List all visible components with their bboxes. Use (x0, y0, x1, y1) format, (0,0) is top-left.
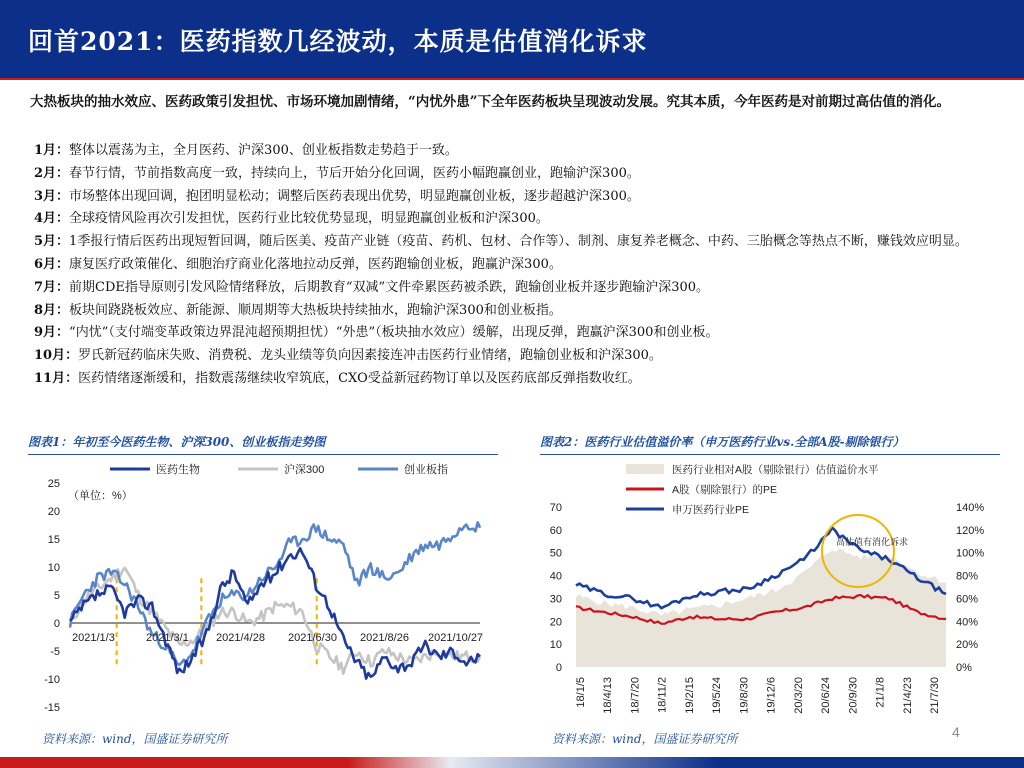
month-text: 市场整体出现回调，抱团明显松动；调整后医药表现出优势，明显跑赢创业板，逐步超越沪深300。 (69, 188, 640, 204)
month-key: 2月： (34, 165, 70, 181)
y-tick-label: -5 (50, 646, 60, 658)
month-row-11 (34, 368, 994, 391)
y-tick-label-right: 140% (956, 502, 985, 514)
y-tick-label: 20 (47, 506, 60, 518)
month-key: 7月： (34, 279, 70, 295)
legend-label: 沪深300 (284, 464, 325, 476)
y-tick-label-left: 20 (549, 616, 562, 629)
x-tick-label: 2021/1/3 (72, 632, 115, 644)
y-tick-label-left: 30 (549, 593, 562, 606)
month-key: 1月： (34, 143, 70, 158)
month-text: 罗氏新冠药临床失败、消费税、龙头业绩等负向因素接连冲击医药行业情绪，跑输创业板和沪深300。 (78, 348, 662, 364)
header-bar (0, 0, 1024, 78)
caption-divider (28, 454, 498, 455)
month-row-3 (34, 186, 994, 209)
x-tick-label: 20/6/24 (820, 677, 833, 714)
y-tick-label-left: 40 (549, 570, 562, 583)
y-tick-label-right: 120% (956, 524, 985, 537)
x-tick-label: 2021/8/26 (360, 632, 409, 644)
x-tick-label: 2021/3/1 (146, 632, 189, 644)
y-tick-label-left: 70 (549, 502, 562, 514)
month-row-1 (34, 140, 994, 163)
month-text: 1季报行情后医药出现短暂回调，随后医美、疫苗产业链（疫苗、药机、包材、合作等）、制剂、康复养老概念、中药、三胎概念等热点不断，赚钱效应明显。 (69, 234, 968, 250)
month-row-10 (34, 345, 994, 368)
month-key: 10月： (34, 348, 79, 364)
y-tick-label-right: 80% (956, 570, 979, 583)
caption-divider (540, 454, 1000, 455)
chart-caption-right: 图表2：医药行业估值溢价率（申万医药行业vs.全部A股-剔除银行） (540, 435, 905, 449)
legend-label: 创业板指 (404, 464, 448, 476)
month-row-4 (34, 208, 994, 231)
chart-caption-left: 图表1：年初至今医药生物、沪深300、创业板指走势图 (28, 435, 326, 449)
y-tick-label: -15 (44, 702, 60, 714)
annotation-label: 高估值有消化诉求 (836, 537, 909, 547)
x-tick-label: 20/9/30 (847, 677, 860, 714)
series-line-2 (70, 568, 480, 674)
month-key: 6月： (34, 256, 70, 272)
y-tick-label-right: 0% (956, 662, 972, 674)
legend-label: 医药行业相对A股（剔除银行）估值溢价水平 (672, 464, 879, 476)
y-tick-label-left: 0 (555, 662, 562, 674)
y-tick-label-right: 20% (956, 639, 979, 652)
y-tick-label-right: 60% (956, 593, 979, 606)
source-note-right: 资料来源：wind，国盛证券研究所 (552, 732, 738, 746)
y-tick-label: -10 (44, 674, 60, 686)
page-number: 4 (952, 724, 960, 740)
x-tick-label: 21/7/30 (929, 677, 941, 714)
month-key: 3月： (34, 188, 70, 204)
month-text: “内忧”（支付端变革政策边界混沌超预期担忧）“外患”（板块抽水效应）缓解，出现反弹，跑赢沪深300和创业板。 (69, 325, 719, 341)
chart-panel-left (28, 432, 498, 723)
month-text: 前期CDE指导原则引发风险情绪释放，后期教育“双减”文件牵累医药被杀跌，跑输创业板并逐步跑输沪深300。 (69, 279, 710, 295)
x-tick-label: 19/12/6 (765, 677, 778, 714)
month-row-7 (34, 277, 994, 300)
month-text: 整体以震荡为主，全月医药、沪深300、创业板指数走势趋于一致。 (69, 143, 458, 158)
legend-swatch (626, 464, 664, 474)
month-row-6 (34, 254, 994, 277)
y-tick-label: 10 (47, 562, 60, 574)
legend-label: 申万医药行业PE (672, 504, 750, 516)
header-divider (0, 78, 1024, 80)
x-tick-label: 18/7/20 (629, 677, 642, 714)
page-title: 回首2021：医药指数几经波动，本质是估值消化诉求 (28, 27, 648, 56)
x-tick-label: 19/8/30 (738, 677, 751, 714)
x-tick-label: 18/11/2 (656, 677, 669, 713)
series-line-3 (70, 522, 480, 664)
y-tick-label-left: 60 (549, 524, 562, 537)
x-tick-label: 21/1/8 (874, 677, 887, 708)
x-tick-label: 19/5/24 (711, 677, 724, 714)
x-tick-label: 18/4/13 (602, 677, 615, 714)
month-text: 康复医疗政策催化、细胞治疗商业化落地拉动反弹，医药跑输创业板，跑赢沪深300。 (69, 256, 562, 272)
y-tick-label-right: 100% (956, 547, 985, 560)
legend-label: A股（剔除银行）的PE (672, 484, 778, 496)
x-tick-label: 2021/10/27 (428, 632, 484, 644)
y-tick-label: 25 (47, 478, 60, 490)
month-text: 全球疫情风险再次引发担忧，医药行业比较优势显现，明显跑赢创业板和沪深300。 (69, 211, 549, 227)
month-row-5 (34, 231, 994, 254)
x-tick-label: 21/4/23 (901, 677, 914, 714)
y-tick-label-left: 10 (549, 639, 562, 652)
month-key: 5月： (34, 234, 70, 250)
y-tick-label: 0 (53, 618, 60, 630)
valuation-premium-chart (540, 461, 998, 723)
month-text: 医药情绪逐渐缓和，指数震荡继续收窄筑底，CXO受益新冠药物订单以及医药底部反弹指数收红。 (78, 370, 641, 386)
month-text: 春节行情，节前指数高度一致，持续向上，节后开始分化回调，医药小幅跑赢创业，跑输沪深300。 (69, 165, 640, 181)
monthly-review-list (34, 140, 994, 391)
index-trend-chart (28, 461, 490, 723)
source-note-left: 资料来源：wind，国盛证券研究所 (42, 732, 228, 746)
month-row-2 (34, 163, 994, 186)
y-tick-label: 15 (47, 534, 60, 546)
y-tick-label-right: 40% (956, 616, 979, 629)
y-tick-label-left: 50 (549, 547, 562, 560)
y-tick-label: 5 (53, 590, 60, 602)
month-row-9 (34, 322, 994, 345)
month-key: 11月： (34, 370, 79, 386)
unit-label: （单位：%） (68, 490, 133, 502)
intro-paragraph: 大热板块的抽水效应、医药政策引发担忧、市场环境加剧情绪，“内忧外患”下全年医药板块呈现波动发展。究其本质，今年医药是对前期过高估值的消化。 (30, 94, 951, 110)
chart-panel-right (540, 432, 1000, 723)
footer-bar (0, 757, 1024, 768)
month-row-8 (34, 300, 994, 323)
x-tick-label: 19/2/15 (683, 677, 696, 714)
x-tick-label: 20/3/20 (792, 677, 805, 714)
month-key: 4月： (34, 211, 70, 227)
x-tick-label: 2021/4/28 (216, 632, 265, 644)
month-key: 8月： (34, 302, 70, 318)
x-tick-label: 2021/6/30 (288, 632, 337, 644)
x-tick-label: 18/1/5 (575, 677, 587, 708)
month-key: 9月： (34, 325, 70, 341)
month-text: 板块间跷跷板效应、新能源、顺周期等大热板块持续抽水，跑输沪深300和创业板指。 (69, 302, 562, 318)
legend-label: 医药生物 (156, 464, 200, 476)
